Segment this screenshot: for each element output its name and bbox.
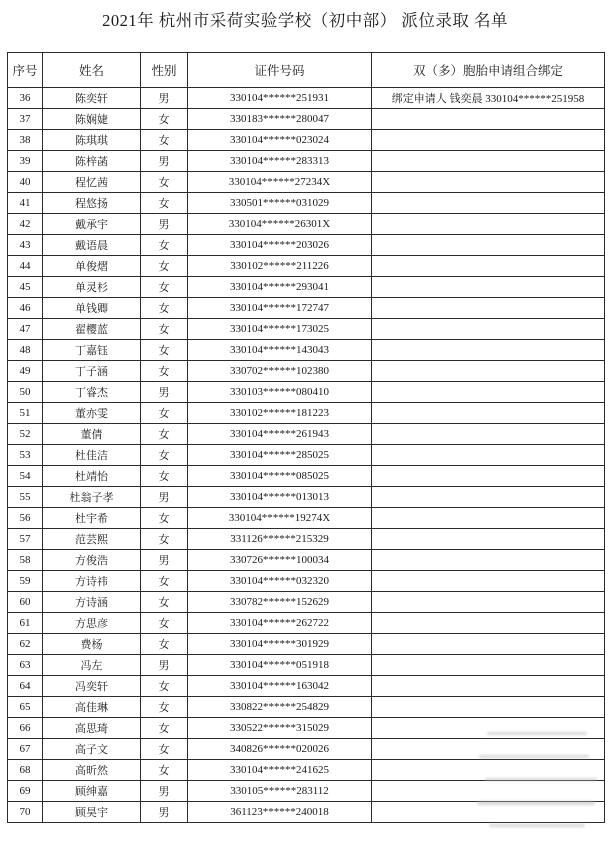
cell-id: 330702******102380 <box>188 361 372 382</box>
cell-name: 费杨 <box>43 634 141 655</box>
cell-name: 丁子涵 <box>43 361 141 382</box>
table-row <box>8 130 605 151</box>
table-row <box>8 613 605 634</box>
table-row <box>8 256 605 277</box>
cell-name: 方诗涵 <box>43 592 141 613</box>
table-row <box>8 487 605 508</box>
cell-name: 冯奕轩 <box>43 676 141 697</box>
cell-binding <box>372 550 605 571</box>
cell-gender: 女 <box>141 340 188 361</box>
cell-gender: 男 <box>141 88 188 109</box>
cell-gender: 女 <box>141 193 188 214</box>
header-cell-name: 姓名 <box>43 53 141 88</box>
cell-binding <box>372 235 605 256</box>
cell-binding <box>372 508 605 529</box>
cell-seq: 45 <box>8 277 43 298</box>
cell-binding: 绑定申请人 钱奕晨 330104******251958 <box>372 88 605 109</box>
cell-seq: 49 <box>8 361 43 382</box>
cell-seq: 62 <box>8 634 43 655</box>
cell-name: 单钱卿 <box>43 298 141 319</box>
table-row <box>8 781 605 802</box>
table-row <box>8 340 605 361</box>
cell-id: 330104******023024 <box>188 130 372 151</box>
cell-seq: 36 <box>8 88 43 109</box>
cell-name: 戴语晨 <box>43 235 141 256</box>
cell-seq: 47 <box>8 319 43 340</box>
cell-seq: 39 <box>8 151 43 172</box>
table-body <box>8 88 605 823</box>
table-row <box>8 445 605 466</box>
table-row <box>8 214 605 235</box>
cell-binding <box>372 403 605 424</box>
cell-id: 330104******26301X <box>188 214 372 235</box>
cell-seq: 65 <box>8 697 43 718</box>
cell-gender: 女 <box>141 256 188 277</box>
cell-name: 戴承宇 <box>43 214 141 235</box>
table-row <box>8 319 605 340</box>
cell-seq: 43 <box>8 235 43 256</box>
cell-id: 330104******285025 <box>188 445 372 466</box>
cell-id: 330104******143043 <box>188 340 372 361</box>
cell-id: 330102******211226 <box>188 256 372 277</box>
cell-binding <box>372 214 605 235</box>
cell-binding <box>372 655 605 676</box>
cell-binding <box>372 172 605 193</box>
cell-seq: 59 <box>8 571 43 592</box>
table-row <box>8 193 605 214</box>
cell-seq: 37 <box>8 109 43 130</box>
cell-name: 顾绅嘉 <box>43 781 141 802</box>
cell-id: 330104******085025 <box>188 466 372 487</box>
cell-id: 330104******19274X <box>188 508 372 529</box>
cell-seq: 66 <box>8 718 43 739</box>
cell-name: 翟樱蓝 <box>43 319 141 340</box>
cell-gender: 女 <box>141 592 188 613</box>
cell-binding <box>372 109 605 130</box>
cell-binding <box>372 277 605 298</box>
cell-gender: 女 <box>141 571 188 592</box>
cell-binding <box>372 802 605 823</box>
cell-seq: 55 <box>8 487 43 508</box>
cell-id: 330104******241625 <box>188 760 372 781</box>
table-row <box>8 508 605 529</box>
cell-binding <box>372 424 605 445</box>
cell-gender: 女 <box>141 361 188 382</box>
cell-gender: 女 <box>141 613 188 634</box>
cell-gender: 男 <box>141 550 188 571</box>
cell-gender: 女 <box>141 760 188 781</box>
cell-gender: 男 <box>141 655 188 676</box>
cell-id: 330822******254829 <box>188 697 372 718</box>
cell-name: 单俊熠 <box>43 256 141 277</box>
cell-seq: 54 <box>8 466 43 487</box>
cell-gender: 男 <box>141 382 188 403</box>
cell-seq: 68 <box>8 760 43 781</box>
cell-name: 董倩 <box>43 424 141 445</box>
cell-gender: 女 <box>141 739 188 760</box>
cell-seq: 42 <box>8 214 43 235</box>
header-cell-id: 证件号码 <box>188 53 372 88</box>
cell-gender: 女 <box>141 172 188 193</box>
table-row <box>8 361 605 382</box>
cell-id: 330102******181223 <box>188 403 372 424</box>
cell-seq: 52 <box>8 424 43 445</box>
cell-gender: 女 <box>141 298 188 319</box>
cell-binding <box>372 739 605 760</box>
table-row <box>8 655 605 676</box>
table-header-row <box>8 53 605 88</box>
cell-id: 330104******172747 <box>188 298 372 319</box>
table-row <box>8 235 605 256</box>
cell-binding <box>372 718 605 739</box>
table-row <box>8 529 605 550</box>
cell-binding <box>372 466 605 487</box>
table-row <box>8 550 605 571</box>
table-row <box>8 634 605 655</box>
cell-seq: 69 <box>8 781 43 802</box>
cell-id: 330104******261943 <box>188 424 372 445</box>
table-row <box>8 571 605 592</box>
cell-gender: 男 <box>141 151 188 172</box>
cell-id: 330104******051918 <box>188 655 372 676</box>
cell-binding <box>372 193 605 214</box>
table-row <box>8 718 605 739</box>
cell-binding <box>372 613 605 634</box>
table-row <box>8 424 605 445</box>
cell-gender: 女 <box>141 424 188 445</box>
table-row <box>8 739 605 760</box>
cell-seq: 63 <box>8 655 43 676</box>
cell-id: 330782******152629 <box>188 592 372 613</box>
cell-seq: 60 <box>8 592 43 613</box>
cell-binding <box>372 697 605 718</box>
cell-gender: 女 <box>141 718 188 739</box>
header-cell-binding: 双（多）胞胎申请组合绑定 <box>372 53 605 88</box>
cell-gender: 女 <box>141 235 188 256</box>
cell-binding <box>372 298 605 319</box>
cell-binding <box>372 634 605 655</box>
cell-seq: 61 <box>8 613 43 634</box>
cell-gender: 女 <box>141 130 188 151</box>
cell-gender: 女 <box>141 109 188 130</box>
cell-id: 330104******173025 <box>188 319 372 340</box>
cell-id: 330104******293041 <box>188 277 372 298</box>
cell-name: 顾昊宇 <box>43 802 141 823</box>
table-row <box>8 109 605 130</box>
table-row <box>8 298 605 319</box>
cell-name: 董亦雯 <box>43 403 141 424</box>
cell-name: 丁嘉钰 <box>43 340 141 361</box>
cell-gender: 女 <box>141 529 188 550</box>
cell-seq: 44 <box>8 256 43 277</box>
cell-gender: 女 <box>141 403 188 424</box>
table-row <box>8 382 605 403</box>
cell-name: 范芸熙 <box>43 529 141 550</box>
admission-table <box>7 52 605 823</box>
table-row <box>8 760 605 781</box>
cell-seq: 53 <box>8 445 43 466</box>
table-row <box>8 88 605 109</box>
cell-binding <box>372 529 605 550</box>
cell-name: 陈梓菡 <box>43 151 141 172</box>
cell-id: 330103******080410 <box>188 382 372 403</box>
cell-gender: 女 <box>141 508 188 529</box>
cell-name: 程悠扬 <box>43 193 141 214</box>
cell-id: 340826******020026 <box>188 739 372 760</box>
cell-binding <box>372 130 605 151</box>
cell-name: 杜翁子孝 <box>43 487 141 508</box>
cell-gender: 女 <box>141 445 188 466</box>
cell-gender: 男 <box>141 214 188 235</box>
cell-binding <box>372 592 605 613</box>
cell-binding <box>372 781 605 802</box>
cell-seq: 48 <box>8 340 43 361</box>
cell-binding <box>372 361 605 382</box>
cell-name: 高思琦 <box>43 718 141 739</box>
cell-name: 丁睿杰 <box>43 382 141 403</box>
cell-binding <box>372 445 605 466</box>
cell-binding <box>372 571 605 592</box>
cell-seq: 50 <box>8 382 43 403</box>
cell-seq: 58 <box>8 550 43 571</box>
cell-id: 330183******280047 <box>188 109 372 130</box>
cell-name: 陈奕轩 <box>43 88 141 109</box>
cell-id: 330726******100034 <box>188 550 372 571</box>
cell-name: 方俊浩 <box>43 550 141 571</box>
cell-seq: 40 <box>8 172 43 193</box>
table-row <box>8 151 605 172</box>
cell-id: 330104******013013 <box>188 487 372 508</box>
cell-name: 杜宇希 <box>43 508 141 529</box>
cell-id: 330501******031029 <box>188 193 372 214</box>
cell-name: 陈琪琪 <box>43 130 141 151</box>
table-row <box>8 592 605 613</box>
cell-name: 高子文 <box>43 739 141 760</box>
cell-name: 高昕然 <box>43 760 141 781</box>
cell-seq: 57 <box>8 529 43 550</box>
cell-id: 330104******27234X <box>188 172 372 193</box>
cell-gender: 男 <box>141 781 188 802</box>
cell-binding <box>372 760 605 781</box>
cell-seq: 51 <box>8 403 43 424</box>
cell-id: 330104******032320 <box>188 571 372 592</box>
cell-binding <box>372 340 605 361</box>
table-row <box>8 802 605 823</box>
cell-id: 330104******251931 <box>188 88 372 109</box>
cell-id: 330522******315029 <box>188 718 372 739</box>
cell-name: 高佳琳 <box>43 697 141 718</box>
cell-gender: 女 <box>141 466 188 487</box>
cell-binding <box>372 256 605 277</box>
table-row <box>8 466 605 487</box>
cell-id: 330104******163042 <box>188 676 372 697</box>
table-row <box>8 172 605 193</box>
cell-seq: 67 <box>8 739 43 760</box>
cell-binding <box>372 487 605 508</box>
cell-name: 方思彦 <box>43 613 141 634</box>
cell-name: 杜靖怡 <box>43 466 141 487</box>
cell-seq: 70 <box>8 802 43 823</box>
cell-id: 330104******301929 <box>188 634 372 655</box>
cell-binding <box>372 151 605 172</box>
table-row <box>8 697 605 718</box>
cell-binding <box>372 319 605 340</box>
cell-name: 冯左 <box>43 655 141 676</box>
cell-gender: 女 <box>141 634 188 655</box>
cell-id: 361123******240018 <box>188 802 372 823</box>
header-cell-seq: 序号 <box>8 53 43 88</box>
table-row <box>8 403 605 424</box>
cell-name: 单灵杉 <box>43 277 141 298</box>
cell-gender: 男 <box>141 487 188 508</box>
table-row <box>8 676 605 697</box>
cell-gender: 女 <box>141 277 188 298</box>
header-cell-gender: 性别 <box>141 53 188 88</box>
cell-id: 330104******283313 <box>188 151 372 172</box>
cell-id: 330104******262722 <box>188 613 372 634</box>
cell-seq: 38 <box>8 130 43 151</box>
cell-gender: 男 <box>141 802 188 823</box>
cell-binding <box>372 382 605 403</box>
cell-seq: 41 <box>8 193 43 214</box>
cell-seq: 64 <box>8 676 43 697</box>
cell-gender: 女 <box>141 319 188 340</box>
cell-name: 方诗祎 <box>43 571 141 592</box>
cell-id: 331126******215329 <box>188 529 372 550</box>
cell-gender: 女 <box>141 676 188 697</box>
cell-id: 330104******203026 <box>188 235 372 256</box>
cell-name: 程忆茜 <box>43 172 141 193</box>
cell-seq: 46 <box>8 298 43 319</box>
cell-gender: 女 <box>141 697 188 718</box>
cell-binding <box>372 676 605 697</box>
table-row <box>8 277 605 298</box>
cell-id: 330105******283112 <box>188 781 372 802</box>
cell-name: 陈娴婕 <box>43 109 141 130</box>
page-title: 2021年 杭州市采荷实验学校（初中部） 派位录取 名单 <box>102 11 508 30</box>
cell-name: 杜佳洁 <box>43 445 141 466</box>
cell-seq: 56 <box>8 508 43 529</box>
